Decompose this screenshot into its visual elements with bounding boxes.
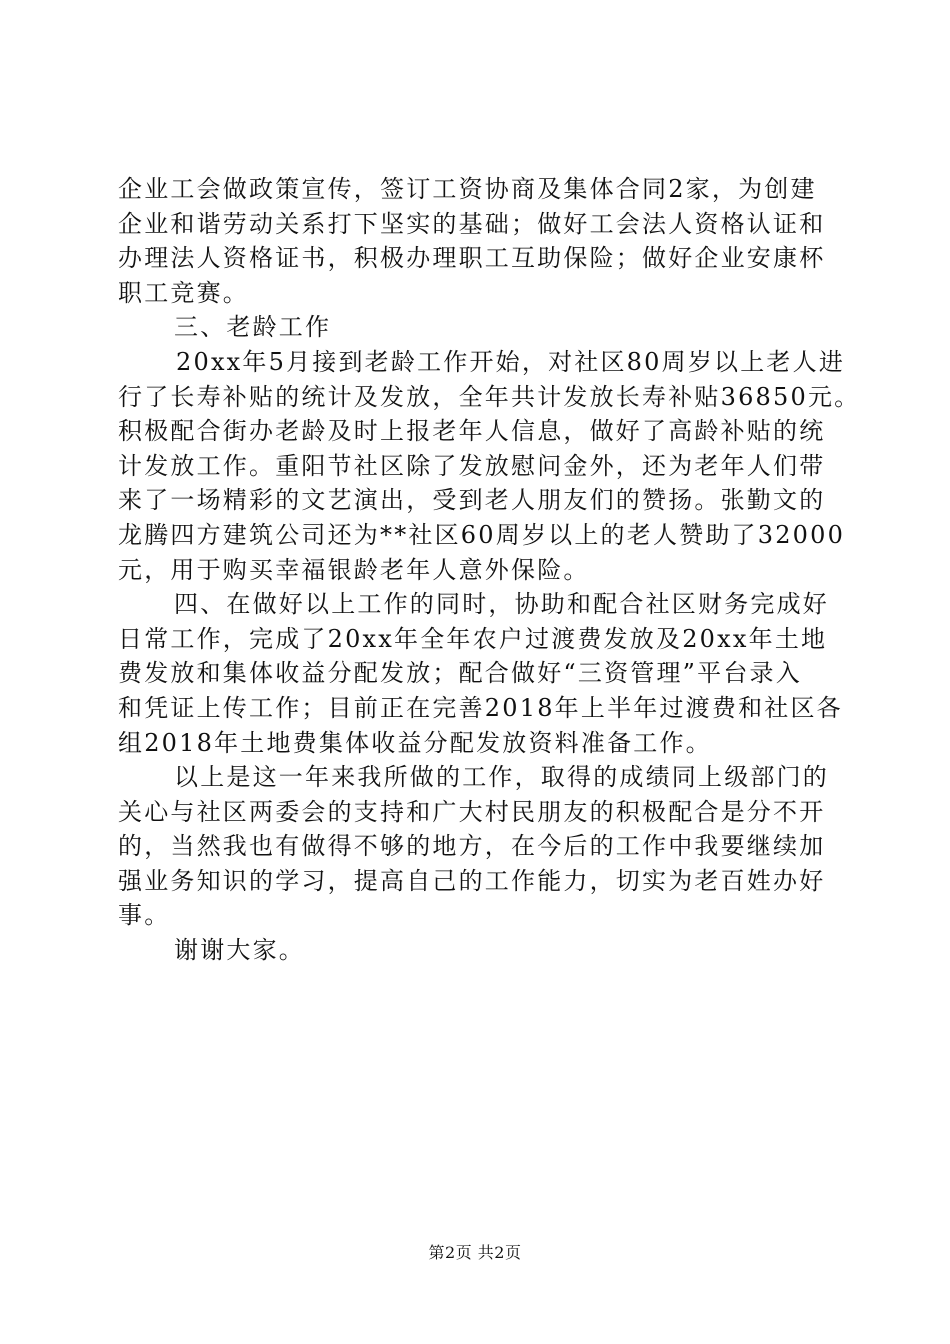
text-line-9: 计发放工作。重阳节社区除了发放慰问金外，还为老年人们带 [118,451,826,480]
text-line-3: 办理法人资格证书，积极办理职工互助保险；做好企业安康杯 [118,244,826,273]
text-line-1: 企业工会做政策宣传，签订工资协商及集体合同2家，为创建 [118,175,817,203]
document-body [118,172,861,968]
text-line-7: 行了长寿补贴的统计及发放，全年共计发放长寿补贴36850元。 [118,382,861,411]
text-line-17: 组2018年土地费集体收益分配发放资料准备工作。 [118,728,712,757]
text-line-8: 积极配合街办老龄及时上报老年人信息，做好了高龄补贴的统 [118,417,826,446]
text-line-15: 费发放和集体收益分配发放；配合做好“三资管理”平台录入 [118,659,802,688]
text-line-10: 来了一场精彩的文艺演出，受到老人朋友们的赞扬。张勤文的 [118,486,826,515]
text-line-4: 职工竞赛。 [118,278,249,307]
text-line-22: 事。 [118,901,171,930]
text-line-19: 关心与社区两委会的支持和广大村民朋友的积极配合是分不开 [118,797,826,826]
text-line-12: 元，用于购买幸福银龄老年人意外保险。 [118,555,590,584]
text-line-6: 20xx年5月接到老龄工作开始，对社区80周岁以上老人进 [176,347,846,376]
page-number-label: 第2页 共2页 [428,1243,522,1262]
page-footer [0,1242,950,1264]
text-line-11: 龙腾四方建筑公司还为**社区60周岁以上的老人赞助了32000 [118,520,846,549]
text-line-21: 强业务知识的学习，提高自己的工作能力，切实为老百姓办好 [118,866,826,895]
text-line-14: 日常工作，完成了20xx年全年农户过渡费发放及20xx年土地 [118,624,828,653]
text-line-16: 和凭证上传工作；目前正在完善2018年上半年过渡费和社区各 [118,693,843,722]
closing-thanks: 谢谢大家。 [174,936,305,965]
text-line-13: 四、在做好以上工作的同时，协助和配合社区财务完成好 [174,590,829,619]
text-line-20: 的，当然我也有做得不够的地方，在今后的工作中我要继续加 [118,832,826,861]
text-line-18: 以上是这一年来我所做的工作，取得的成绩同上级部门的 [174,763,829,792]
text-line-2: 企业和谐劳动关系打下坚实的基础；做好工会法人资格认证和 [118,209,826,238]
section-heading-elderly-work: 三、老龄工作 [174,313,332,342]
